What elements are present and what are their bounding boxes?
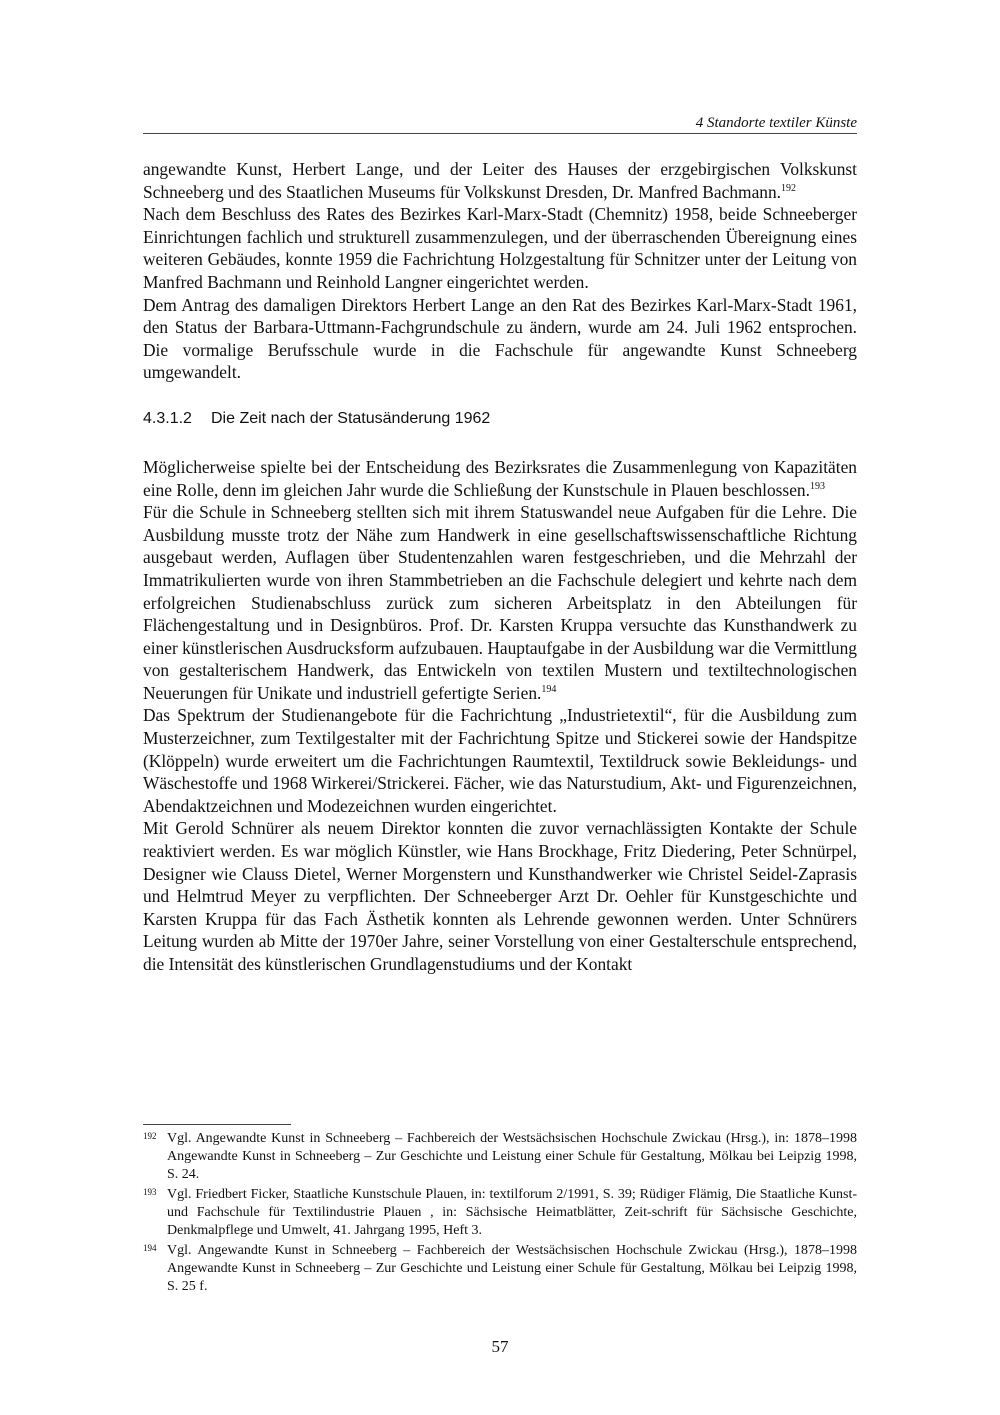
- page-number: 57: [491, 1337, 509, 1356]
- footnote-ref[interactable]: 193: [809, 480, 825, 492]
- footnote-ref[interactable]: 194: [541, 683, 557, 695]
- paragraph-text: Möglicherweise spielte bei der Entscheidung des Bezirksrates die Zusammenlegung von Kapazitäten eine Rolle, denn im gleichen Jahr wurde die Schließung der Kunstschule in Plauen beschlossen.: [143, 456, 857, 500]
- footnote: [143, 1242, 857, 1296]
- footnote-text: Vgl. Angewandte Kunst in Schneeberg – Fachbereich der Westsächsischen Hochschule Zwickau (Hrsg.), 1878–1998 Angewandte Kunst in Schneeberg – Zur Geschichte und Leistung einer Schule für Gestaltung, Mölkau bei Leipzig 1998, S. 25 f.: [167, 1243, 857, 1294]
- section-heading: [143, 408, 857, 430]
- paragraph: [143, 456, 857, 501]
- paragraph-text: angewandte Kunst, Herbert Lange, und der Leiter des Hauses der erzgebirgischen Volkskunst Schneeberg und des Staatlichen Museums für Volkskunst Dresden, Dr. Manfred Bachmann.: [143, 159, 857, 202]
- paragraph: Das Spektrum der Studienangebote für die Fachrichtung „Industrietextil“, für die Ausbildung zum Musterzeichner, zum Textilgestalter mit der Fachrichtung Spitze und Stickerei sowie der Handspitze (Klöppeln) wurde erweitert um die Fachrichtungen Raumtextil, Textildruck sowie Bekleidungs- und Wäschestoffe und 1968 Wirkerei/Strickerei. Fächer, wie das Naturstudium, Akt- und Figurenzeichnen, Abendaktzeichnen und Modezeichnen wurden eingerichtet.: [143, 705, 857, 816]
- main-text: [143, 158, 857, 976]
- section-title: Die Zeit nach der Statusänderung 1962: [211, 409, 491, 427]
- footnote: [143, 1186, 857, 1240]
- running-header: 4 Standorte textiler Künste: [695, 115, 857, 131]
- footnote-rule: [143, 1124, 291, 1125]
- footnote-text: Vgl. Friedbert Ficker, Staatliche Kunstschule Plauen, in: textilforum 2/1991, S. 39; Rüdiger Flämig, Die Staatliche Kunst- und Fachschule für Textilindustrie Plauen , in: Sächsische Heimatblätter, Zeit-schrift für Sächsische Geschichte, Denkmalpflege und Umwelt, 41. Jahrgang 1995, Heft 3.: [167, 1187, 857, 1238]
- footnote-text: Vgl. Angewandte Kunst in Schneeberg – Fachbereich der Westsächsischen Hochschule Zwickau (Hrsg.), in: 1878–1998 Angewandte Kunst in Schneeberg – Zur Geschichte und Leistung einer Schule für Gestaltung, Mölkau bei Leipzig 1998, S. 24.: [167, 1131, 857, 1182]
- footnotes: [143, 1130, 857, 1298]
- paragraph-text: Für die Schule in Schneeberg stellten sich mit ihrem Statuswandel neue Aufgaben für die Lehre. Die Ausbildung musste trotz der Nähe zum Handwerk in eine gesellschaftswissenschaftliche Richtung ausgebaut werden, Auflagen über Studentenzahlen waren festgeschrieben, und die Mehrzahl der Immatrikulierten wurde von ihren Stammbetrieben an die Fachschule delegiert und kehrte nach dem erfolgreichen Studienabschluss zurück zum sicheren Arbeitsplatz in den Abteilungen für Flächengestaltung und in Designbüros. Prof. Dr. Karsten Kruppa versuchte das Kunsthandwerk zu einer künstlerischen Ausdrucksform aufzubauen. Hauptaufgabe in der Ausbildung war die Vermittlung von gestalterischem Handwerk, das Entwickeln von textilen Mustern und textiltechnologischen Neuerungen für Unikate und industriell gefertigte Serien.: [143, 502, 857, 703]
- footnote: [143, 1130, 857, 1184]
- paragraph: Dem Antrag des damaligen Direktors Herbert Lange an den Rat des Bezirkes Karl-Marx-Stadt 1961, den Status der Barbara-Uttmann-Fachgrundschule zu ändern, wurde am 24. Juli 1962 entsprochen. Die vormalige Berufsschule wurde in die Fachschule für angewandte Kunst Schneeberg umgewandelt.: [143, 294, 857, 383]
- footnote-number: 194: [143, 1243, 157, 1253]
- footnote-number: 193: [143, 1187, 157, 1197]
- paragraph: [143, 158, 857, 203]
- footnote-number: 192: [143, 1131, 157, 1141]
- footnote-ref[interactable]: 192: [781, 182, 797, 194]
- paragraph: [143, 501, 857, 704]
- header-rule: [143, 133, 857, 134]
- paragraph: Mit Gerold Schnürer als neuem Direktor konnten die zuvor vernachlässigten Kontakte der Schule reaktiviert werden. Es war möglich Künstler, wie Hans Brockhage, Fritz Diedering, Peter Schnürpel, Designer wie Clauss Dietel, Werner Morgenstern und Kunsthandwerker wie Christel Seidel-Zaprasis und Helmtrud Meyer zu verpflichten. Der Schneeberger Arzt Dr. Oehler für Kunstgeschichte und Karsten Kruppa für das Fach Ästhetik konnten als Lehrende gewonnen werden. Unter Schnürers Leitung wurden ab Mitte der 1970er Jahre, seiner Vorstellung von einer Gestalterschule entsprechend, die Intensität des künstlerischen Grundlagenstudiums und der Kontakt: [143, 818, 857, 974]
- paragraph: Nach dem Beschluss des Rates des Bezirkes Karl-Marx-Stadt (Chemnitz) 1958, beide Schneeberger Einrichtungen fachlich und strukturell zusammenzulegen, und der überraschenden Übereignung eines weiteren Gebäudes, konnte 1959 die Fachrichtung Holzgestaltung für Schnitzer unter der Leitung von Manfred Bachmann und Reinhold Langner eingerichtet werden.: [143, 204, 857, 292]
- section-number: 4.3.1.2: [143, 409, 192, 427]
